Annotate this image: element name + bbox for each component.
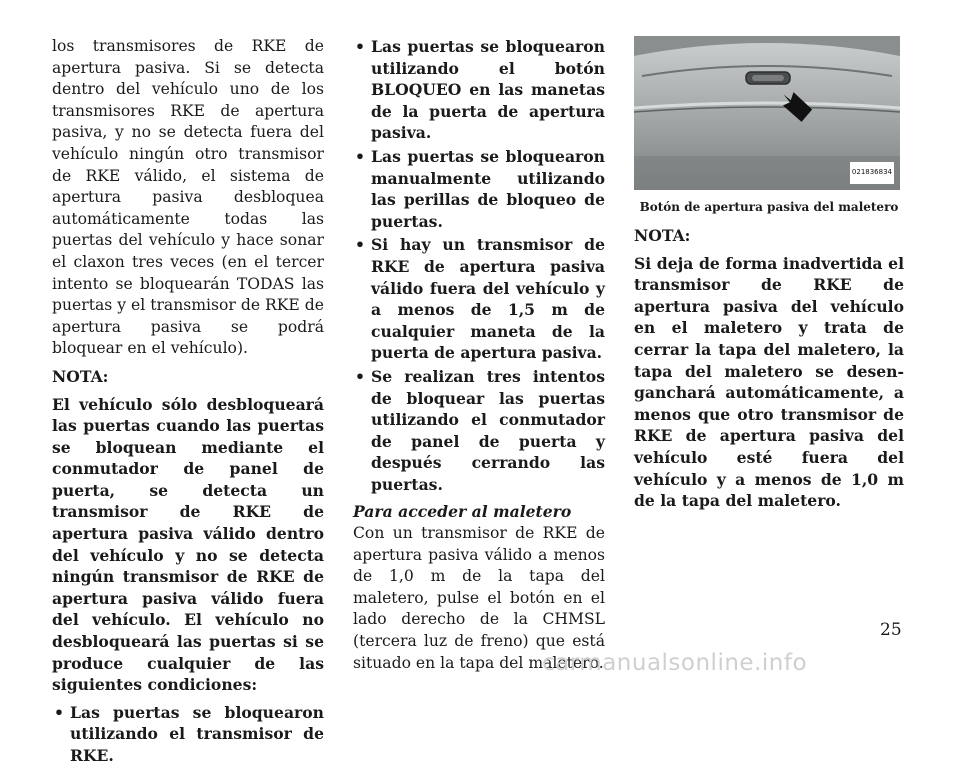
figure-caption: Botón de apertura pasiva del maletero	[639, 200, 899, 214]
page-number: 25	[880, 620, 902, 640]
intro-paragraph: los transmisores de RKE de apertura pasiva. Si se detecta dentro del vehículo uno de los transmisores RKE de apertura pasiva, y no se detecta fuera del vehículo ningún otro transmisor de RKE válido, el sistema de apertura pasiva desbloquea automáticamente todas las puertas del vehículo y hace sonar el claxon tres veces (en el tercer intento se bloquearán TODAS las puertas y el transmisor de RKE de apertura pasiva se podrá bloquear en el vehículo).	[52, 37, 324, 358]
bullet-list-left	[52, 702, 324, 767]
bullet-item: • Se realizan tres intentos de bloquear las puertas utilizando el conmutador de panel de puerta y después cerrando las puertas.	[353, 366, 605, 496]
section-heading-trunk: Para acceder al maletero	[353, 502, 572, 522]
figure-id: 021836834	[850, 162, 894, 184]
note-label: NOTA:	[52, 366, 109, 386]
trunk-lid-figure	[634, 36, 900, 190]
bullet-list-middle	[353, 36, 605, 495]
column-middle	[353, 36, 605, 680]
note-label: NOTA:	[634, 226, 691, 245]
note-text: El vehículo sólo desbloqueará las puertas cuando las puertas se bloquean mediante el conmutador de panel de puerta, se detecta un transmisor de RKE de apertura pasiva válido dentro del vehículo y no se detecta ningún transmisor de RKE de apertura pasiva válido fuera del vehículo. El vehículo no desbloqueará las puertas si se produce cualquier de las siguientes condiciones:	[52, 394, 324, 695]
column-right	[634, 36, 904, 518]
bullet-item: • Las puertas se bloquearon manualmente utilizando las perillas de bloqueo de puertas.	[353, 146, 605, 232]
watermark: carmanualsonline.info	[542, 650, 808, 676]
bullet-item: • Si hay un transmisor de RKE de apertura pasiva válido fuera del vehículo y a menos de 1,5 m de cualquier maneta de la puerta de apertura pasiva.	[353, 234, 605, 364]
bullet-item: • Las puertas se bloquearon utilizando el transmisor de RKE.	[52, 702, 324, 767]
trunk-paragraph: Con un transmisor de RKE de apertura pasiva válido a menos de 1,0 m de la tapa del maletero, pulse el botón en el lado derecho de la CHMSL (tercera luz de freno) que está situado en la tapa del maletero.	[353, 524, 605, 672]
note-text: Si deja de forma inadvertida el transmisor de RKE de apertura pasiva del vehículo en el maletero y trata de cerrar la tapa del maletero, la tapa del maletero se desenganchará automáticamente, a menos que otro transmisor de RKE de apertura pasiva del vehículo esté fuera del vehículo y a menos de 1,0 m de la tapa del maletero.	[634, 253, 904, 511]
bullet-item: • Las puertas se bloquearon utilizando el botón BLOQUEO en las manetas de la puerta de apertura pasiva.	[353, 36, 605, 144]
column-left	[52, 36, 324, 771]
